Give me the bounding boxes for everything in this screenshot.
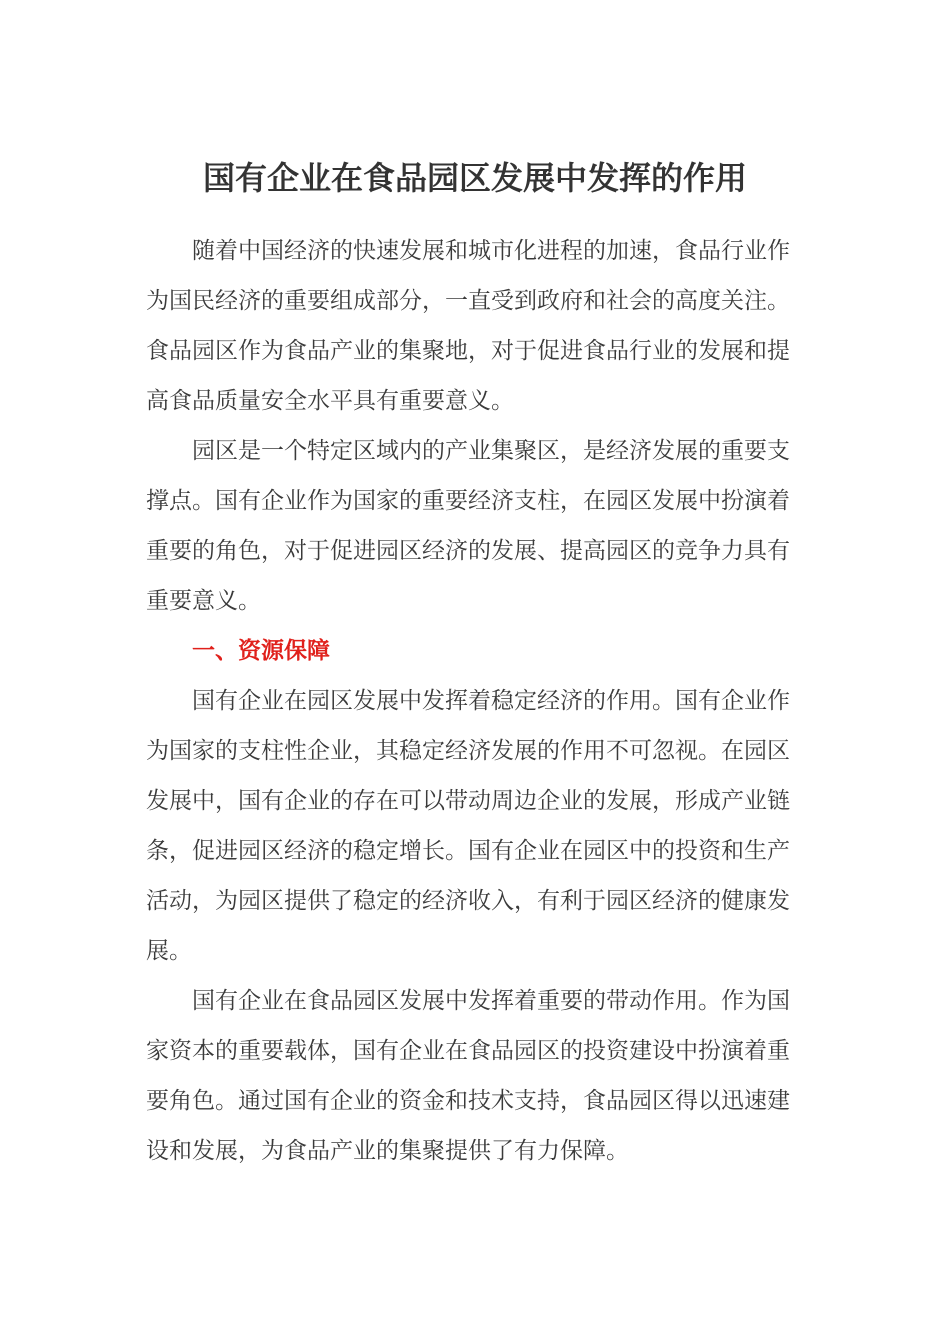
intro-paragraph-1: 随着中国经济的快速发展和城市化进程的加速，食品行业作为国民经济的重要组成部分，一直受到政府和社会的高度关注。食品园区作为食品产业的集聚地，对于促进食品行业的发展和提高食品质量安全水平具有重要意义。 (146, 238, 790, 414)
intro-paragraph-2: 园区是一个特定区域内的产业集聚区，是经济发展的重要支撑点。国有企业作为国家的重要经济支柱，在园区发展中扮演着重要的角色，对于促进园区经济的发展、提高园区的竞争力具有重要意义。 (146, 438, 790, 614)
document-title: 国有企业在食品园区发展中发挥的作用 (202, 159, 747, 197)
section-heading-resource-guarantee: 一、资源保障 (192, 638, 330, 664)
section-1-paragraph-1: 国有企业在园区发展中发挥着稳定经济的作用。国有企业作为国家的支柱性企业，其稳定经济发展的作用不可忽视。在园区发展中，国有企业的存在可以带动周边企业的发展，形成产业链条，促进园区经济的稳定增长。国有企业在园区中的投资和生产活动，为园区提供了稳定的经济收入，有利于园区经济的健康发展。 (146, 688, 790, 964)
section-1-paragraph-2: 国有企业在食品园区发展中发挥着重要的带动作用。作为国家资本的重要载体，国有企业在食品园区的投资建设中扮演着重要角色。通过国有企业的资金和技术支持，食品园区得以迅速建设和发展，为食品产业的集聚提供了有力保障。 (146, 988, 790, 1164)
document-body (146, 226, 790, 1176)
